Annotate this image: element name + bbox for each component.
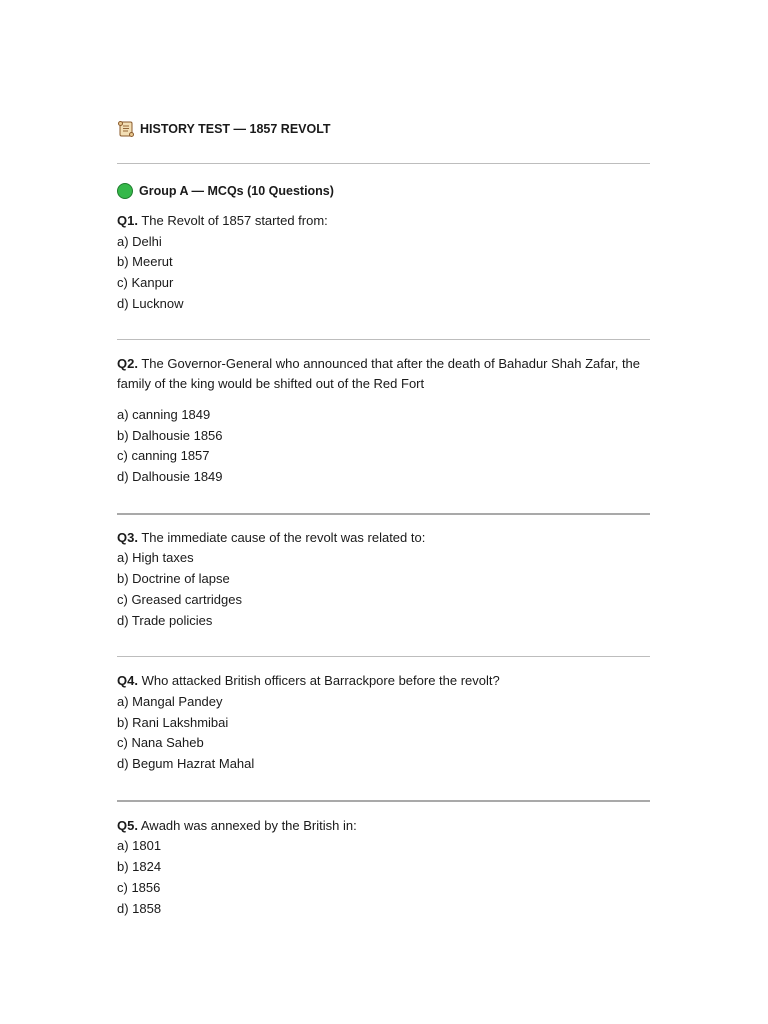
question-text xyxy=(117,816,650,837)
option-b: b) Meerut xyxy=(117,254,173,270)
question-body: Awadh was annexed by the British in: xyxy=(140,817,357,833)
test-title-row xyxy=(117,118,650,140)
question-body: The immediate cause of the revolt was related to: xyxy=(141,529,426,545)
option-d: d) 1858 xyxy=(117,900,162,916)
question-text xyxy=(117,528,650,549)
question-number: Q5. xyxy=(117,817,138,833)
question-5 xyxy=(117,816,650,920)
question-number: Q4. xyxy=(117,673,138,689)
option-c: c) Kanpur xyxy=(117,275,174,291)
option-d: d) Lucknow xyxy=(117,295,184,311)
page-title: HISTORY TEST — 1857 REVOLT xyxy=(140,121,331,136)
question-number: Q3. xyxy=(117,529,138,545)
option-c: c) Nana Saheb xyxy=(117,735,204,751)
question-4 xyxy=(117,671,650,775)
option-d: d) Begum Hazrat Mahal xyxy=(117,756,255,772)
question-body-line-1: The Governor-General who announced that after the death of Bahadur Shah Zafar, the xyxy=(141,355,641,371)
group-heading xyxy=(117,180,650,202)
option-d: d) Trade policies xyxy=(117,612,213,628)
option-a: a) High taxes xyxy=(117,550,194,566)
option-b: b) Doctrine of lapse xyxy=(117,571,230,587)
option-d: d) Dalhousie 1849 xyxy=(117,469,223,485)
test-document xyxy=(117,118,650,919)
scroll-icon xyxy=(117,120,135,138)
option-b: b) Dalhousie 1856 xyxy=(117,427,223,443)
option-a: a) Delhi xyxy=(117,233,162,249)
question-text xyxy=(117,211,650,232)
option-c: c) canning 1857 xyxy=(117,448,210,464)
green-circle-icon xyxy=(117,183,133,199)
option-c: c) Greased cartridges xyxy=(117,591,242,607)
question-2 xyxy=(117,354,650,488)
option-a: a) Mangal Pandey xyxy=(117,693,223,709)
question-text xyxy=(117,671,650,692)
question-body: The Revolt of 1857 started from: xyxy=(141,213,328,228)
option-c: c) 1856 xyxy=(117,879,161,895)
question-number: Q1. xyxy=(117,213,138,228)
question-number: Q2. xyxy=(117,355,138,371)
option-b: b) 1824 xyxy=(117,859,162,875)
question-text xyxy=(117,354,650,375)
question-body: Who attacked British officers at Barrackpore before the revolt? xyxy=(141,673,500,689)
group-label: Group A — MCQs (10 Questions) xyxy=(139,183,334,198)
option-b: b) Rani Lakshmibai xyxy=(117,714,229,730)
option-a: a) canning 1849 xyxy=(117,406,211,422)
option-a: a) 1801 xyxy=(117,838,162,854)
question-1 xyxy=(117,211,650,315)
question-3 xyxy=(117,528,650,632)
question-body-line-2: family of the king would be shifted out of the Red Fort xyxy=(117,376,425,392)
